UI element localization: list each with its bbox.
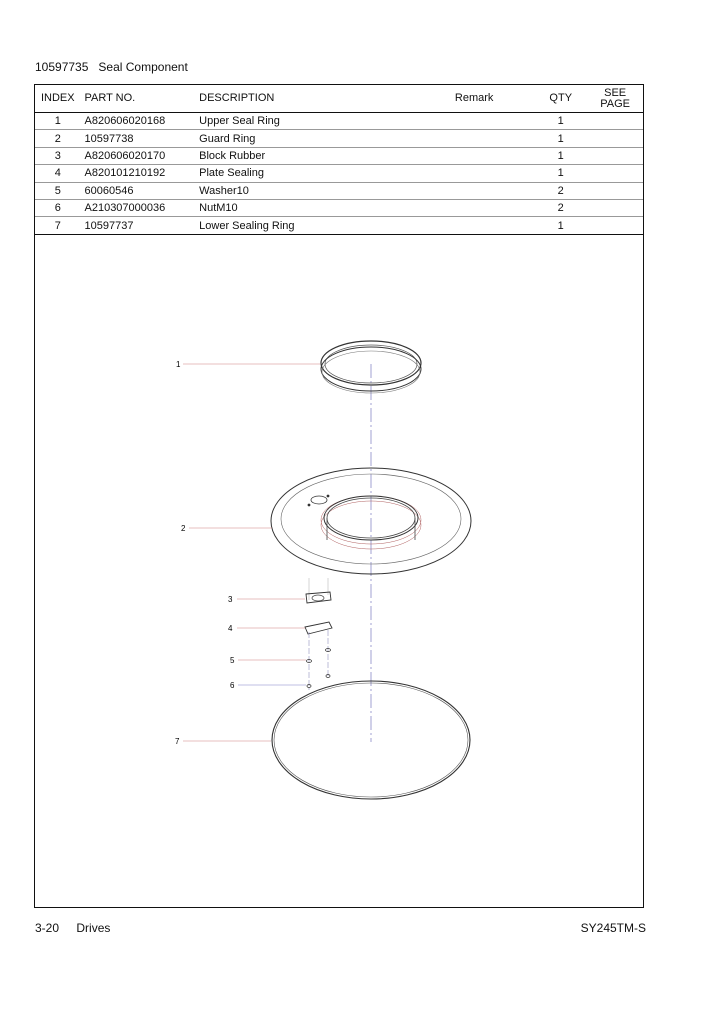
cell-part-no: 60060546 [81, 182, 196, 199]
cell-description: Block Rubber [195, 147, 451, 164]
plate-sealing-part [305, 622, 332, 690]
block-rubber-part [306, 592, 331, 603]
col-qty: QTY [534, 85, 587, 113]
nut-part [307, 675, 330, 688]
assembly-title: Seal Component [98, 60, 188, 74]
callout-2: 2 [181, 524, 186, 533]
cell-part-no: A210307000036 [81, 199, 196, 216]
cell-qty: 2 [534, 182, 587, 199]
callout-7: 7 [175, 737, 180, 746]
callout-6: 6 [230, 681, 235, 690]
cell-index: 7 [35, 217, 81, 234]
cell-qty: 1 [534, 130, 587, 147]
cell-description: Lower Sealing Ring [195, 217, 451, 234]
cell-description: NutM10 [195, 199, 451, 216]
cell-qty: 1 [534, 113, 587, 130]
cell-description: Plate Sealing [195, 165, 451, 182]
cell-qty: 1 [534, 147, 587, 164]
cell-description: Washer10 [195, 182, 451, 199]
cell-index: 2 [35, 130, 81, 147]
cell-part-no: 10597737 [81, 217, 196, 234]
cell-qty: 1 [534, 165, 587, 182]
callout-1: 1 [176, 360, 181, 369]
col-see-page: SEE PAGE [587, 85, 643, 113]
col-part-no: PART NO. [81, 85, 196, 113]
cell-description: Guard Ring [195, 130, 451, 147]
washer-part [307, 649, 331, 663]
page-footer-left [35, 921, 124, 935]
page-number: 3-20 [35, 921, 60, 935]
callout-5: 5 [230, 656, 235, 665]
cell-index: 6 [35, 199, 81, 216]
section-name: Drives [76, 921, 111, 935]
cell-qty: 1 [534, 217, 587, 234]
cell-part-no: 10597738 [81, 130, 196, 147]
col-remark: Remark [451, 85, 534, 113]
callout-4: 4 [228, 624, 233, 633]
cell-index: 3 [35, 147, 81, 164]
callout-3: 3 [228, 595, 233, 604]
cell-part-no: A820606020168 [81, 113, 196, 130]
cell-qty: 2 [534, 199, 587, 216]
col-description: DESCRIPTION [195, 85, 451, 113]
cell-part-no: A820101210192 [81, 165, 196, 182]
assembly-part-number: 10597735 [35, 60, 89, 74]
model-name: SY245TM-S [580, 921, 646, 935]
col-index: INDEX [35, 85, 81, 113]
cell-index: 5 [35, 182, 81, 199]
cell-index: 1 [35, 113, 81, 130]
cell-index: 4 [35, 165, 81, 182]
cell-description: Upper Seal Ring [195, 113, 451, 130]
cell-part-no: A820606020170 [81, 147, 196, 164]
